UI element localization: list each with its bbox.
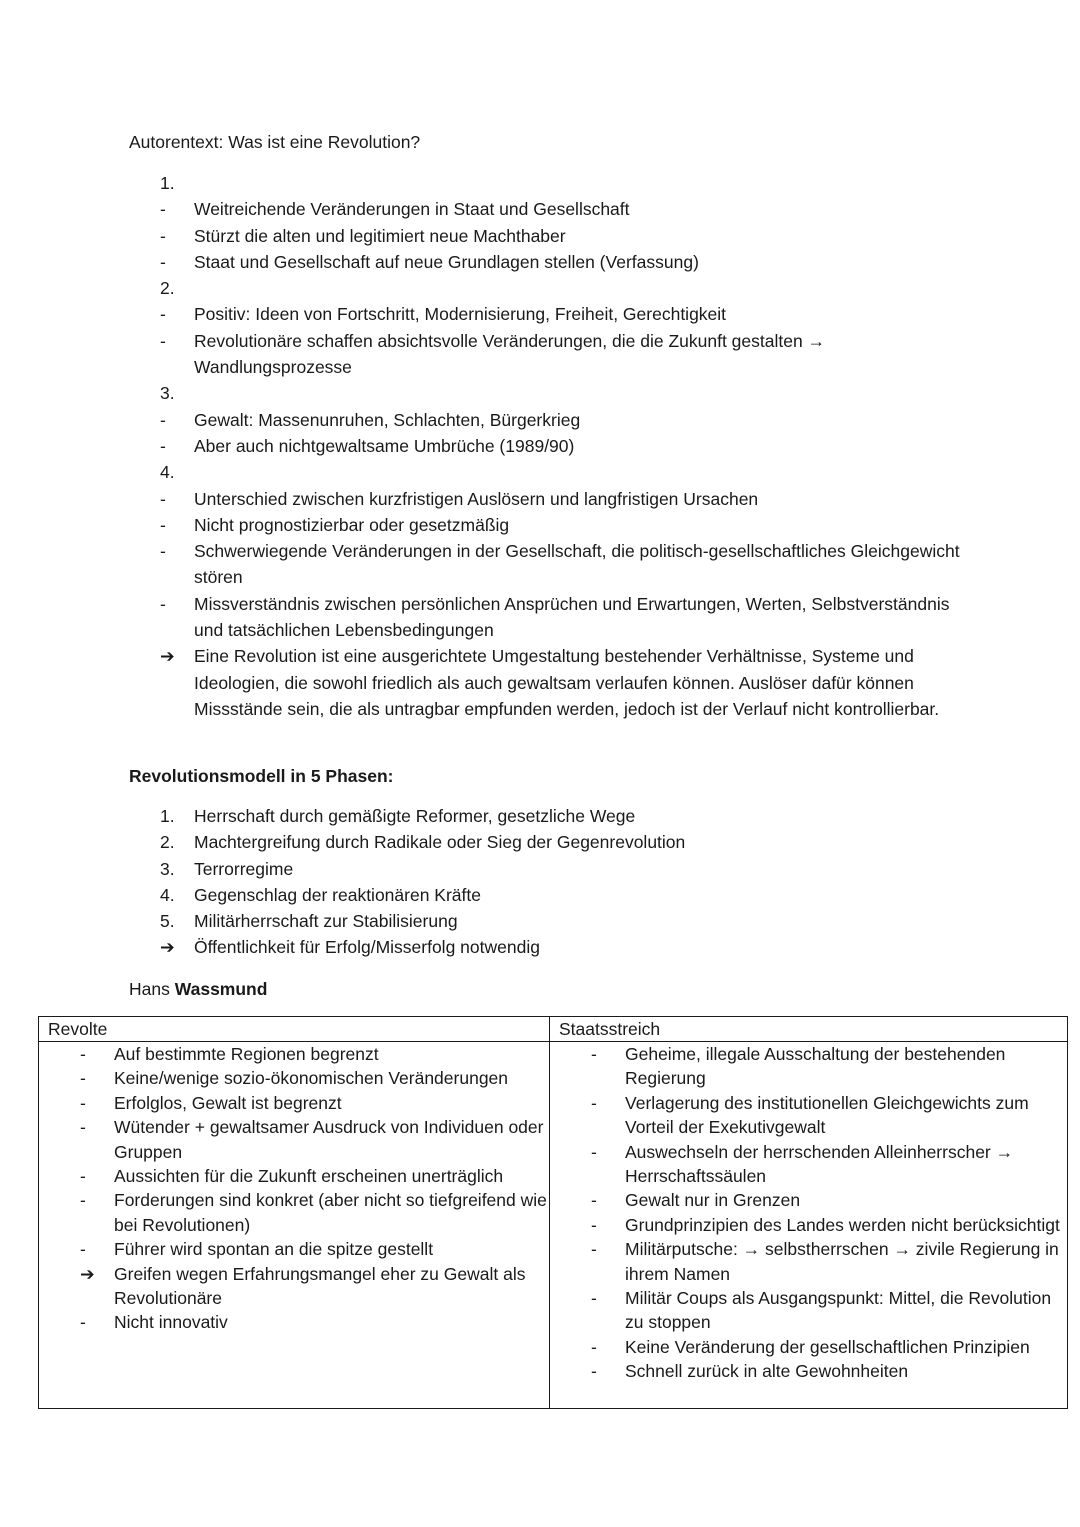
list-item <box>160 829 980 855</box>
list-text: Herrschaft durch gemäßigte Reformer, gesetzliche Wege <box>194 806 636 826</box>
list-text: Militärherrschaft zur Stabilisierung <box>194 911 458 932</box>
list-item <box>39 1237 549 1261</box>
list-text: Gegenschlag der reaktionären Kräfte <box>194 884 481 905</box>
list-marker: - <box>80 1190 86 1211</box>
list-marker: - <box>591 1092 597 1113</box>
list-marker: 4. <box>160 884 175 905</box>
list-marker: - <box>160 225 166 246</box>
list-item <box>550 1042 1067 1091</box>
list-text: Aussichten für die Zukunft erscheinen unerträglich <box>114 1166 504 1187</box>
comparison-table <box>38 1016 1068 1409</box>
list-item <box>160 908 980 934</box>
list-text: Keine Veränderung der gesellschaftlichen Prinzipien <box>625 1336 1030 1357</box>
section-heading: Autorentext: Was ist eine Revolution? <box>129 132 421 152</box>
list-marker: - <box>160 435 166 456</box>
list-text: Verlagerung des institutionellen Gleichgewichts zum Vorteil der Exekutivgewalt <box>625 1092 1029 1138</box>
list-marker: 5. <box>160 911 175 932</box>
list-item <box>39 1091 549 1115</box>
list-item <box>160 275 980 301</box>
list-marker: 1. <box>160 173 175 193</box>
list-item <box>39 1042 549 1066</box>
table-row <box>39 1042 1068 1409</box>
list-marker: - <box>80 1166 86 1187</box>
list-text: Wütender + gewaltsamer Ausdruck von Individuen oder Gruppen <box>114 1117 544 1162</box>
list-item <box>160 170 980 196</box>
list-text: Revolutionäre schaffen absichtsvolle Veränderungen, die die Zukunft gestalten → Wandlungsprozesse <box>194 330 826 378</box>
list-text: Führer wird spontan an die spitze gestellt <box>114 1239 434 1260</box>
list-item <box>160 934 980 960</box>
list-text: Militär Coups als Ausgangspunkt: Mittel, die Revolution zu stoppen <box>625 1288 1052 1333</box>
list-text: Nicht prognostizierbar oder gesetzmäßig <box>194 514 510 535</box>
list-item <box>160 433 980 459</box>
list-item <box>160 196 980 222</box>
list-item <box>160 223 980 249</box>
list-marker: - <box>591 1336 597 1357</box>
list-marker: - <box>591 1239 597 1260</box>
list-item <box>39 1115 549 1164</box>
list-item <box>39 1066 549 1090</box>
list-item <box>160 512 980 538</box>
list-text: Terrorregime <box>194 858 294 879</box>
list-text: Aber auch nichtgewaltsame Umbrüche (1989/90) <box>194 435 575 456</box>
arrow-icon: ➔ <box>80 1263 95 1284</box>
list-item <box>550 1213 1067 1237</box>
list-item <box>550 1359 1067 1383</box>
list-text: Auswechseln der herrschenden Alleinherrscher → Herrschaftssäulen <box>625 1141 1014 1187</box>
list-text: Geheime, illegale Ausschaltung der bestehenden Regierung <box>625 1044 1006 1089</box>
list-item <box>160 407 980 433</box>
list-item <box>160 301 980 327</box>
list-item <box>550 1335 1067 1359</box>
author-line <box>129 977 267 1001</box>
author-last-name: Wassmund <box>174 979 268 999</box>
list-marker: 4. <box>160 462 175 483</box>
list-text: Staat und Gesellschaft auf neue Grundlagen stellen (Verfassung) <box>194 251 699 272</box>
list-marker: - <box>591 1214 597 1235</box>
list-text: Öffentlichkeit für Erfolg/Misserfolg notwendig <box>194 937 540 958</box>
list-item <box>550 1091 1067 1140</box>
list-marker: - <box>80 1239 86 1260</box>
author-first-name: Hans <box>129 979 170 999</box>
list-text: Auf bestimmte Regionen begrenzt <box>114 1044 379 1064</box>
list-text: Positiv: Ideen von Fortschritt, Modernisierung, Freiheit, Gerechtigkeit <box>194 304 727 325</box>
list-item <box>160 328 980 381</box>
list-marker: - <box>80 1117 86 1138</box>
list-item <box>160 882 980 908</box>
list-marker: - <box>160 541 166 562</box>
list-marker: - <box>160 251 166 272</box>
arrow-icon: ➔ <box>160 646 175 667</box>
list-text: Erfolglos, Gewalt ist begrenzt <box>114 1092 342 1113</box>
list-item <box>39 1310 549 1334</box>
list-item <box>550 1286 1067 1335</box>
list-text: Missverständnis zwischen persönlichen Ansprüchen und Erwartungen, Werten, Selbstverständnis und tatsächlichen Lebensbedingungen <box>194 593 950 641</box>
list-item <box>39 1262 549 1311</box>
table-header-row <box>39 1017 1068 1042</box>
list-marker: - <box>160 593 166 614</box>
list-text: Eine Revolution ist eine ausgerichtete Umgestaltung bestehender Verhältnisse, Systeme und Ideologien, die sowohl friedlich als auch gewaltsam verlaufen können. Auslöser dafür können Missstände sein, die als untragbar empfunden werden, jedoch ist der Verlauf nicht kontrollierbar. <box>194 646 940 719</box>
list-marker: - <box>160 304 166 325</box>
revolte-header: Revolte <box>39 1017 550 1042</box>
list-marker: 2. <box>160 278 175 299</box>
list-item <box>550 1140 1067 1189</box>
model-phase-list <box>160 803 980 961</box>
list-marker: - <box>160 488 166 509</box>
list-text: Nicht innovativ <box>114 1312 228 1333</box>
list-item <box>160 380 980 406</box>
list-marker: - <box>80 1068 86 1089</box>
list-item <box>160 803 980 829</box>
list-marker: - <box>80 1312 86 1333</box>
list-marker: - <box>591 1044 597 1064</box>
list-marker: - <box>160 514 166 535</box>
list-item <box>160 856 980 882</box>
list-marker: - <box>80 1092 86 1113</box>
list-marker: - <box>160 409 166 430</box>
list-marker: 3. <box>160 858 175 879</box>
list-marker: - <box>160 330 166 351</box>
staatsstreich-header: Staatsstreich <box>550 1017 1068 1042</box>
revolte-cell <box>39 1042 550 1409</box>
list-item <box>160 459 980 485</box>
list-marker: 2. <box>160 832 175 853</box>
list-text <box>194 170 980 196</box>
list-marker: - <box>80 1044 86 1064</box>
revolution-notes-list <box>160 170 980 722</box>
list-item <box>550 1237 1067 1286</box>
list-text: Machtergreifung durch Radikale oder Sieg der Gegenrevolution <box>194 832 686 853</box>
list-item <box>160 538 980 591</box>
list-item <box>39 1164 549 1188</box>
list-item <box>550 1188 1067 1212</box>
list-text: Unterschied zwischen kurzfristigen Auslösern und langfristigen Ursachen <box>194 488 759 509</box>
list-item <box>160 486 980 512</box>
list-text: Gewalt nur in Grenzen <box>625 1190 801 1211</box>
list-text: Schnell zurück in alte Gewohnheiten <box>625 1361 909 1382</box>
staatsstreich-cell <box>550 1042 1068 1409</box>
list-text: Greifen wegen Erfahrungsmangel eher zu Gewalt als Revolutionäre <box>114 1263 526 1309</box>
list-item <box>160 249 980 275</box>
list-text: Gewalt: Massenunruhen, Schlachten, Bürgerkrieg <box>194 409 581 430</box>
model-heading: Revolutionsmodell in 5 Phasen: <box>129 766 394 786</box>
arrow-icon: ➔ <box>160 937 175 958</box>
list-text: Militärputsche: → selbstherrschen → zivile Regierung in ihrem Namen <box>625 1239 1059 1284</box>
list-text: Keine/wenige sozio-ökonomischen Veränderungen <box>114 1068 509 1089</box>
list-marker: - <box>591 1288 597 1309</box>
list-marker: - <box>591 1361 597 1382</box>
list-text: Forderungen sind konkret (aber nicht so tiefgreifend wie bei Revolutionen) <box>114 1190 547 1235</box>
list-text: Stürzt die alten und legitimiert neue Machthaber <box>194 225 566 246</box>
list-text <box>194 275 980 301</box>
list-item <box>160 591 980 644</box>
list-marker: 1. <box>160 806 175 826</box>
list-text <box>194 380 980 406</box>
list-marker: 3. <box>160 383 175 404</box>
list-marker: - <box>591 1190 597 1211</box>
list-item <box>160 643 980 722</box>
list-text: Grundprinzipien des Landes werden nicht berücksichtigt <box>625 1214 1060 1235</box>
list-marker: - <box>591 1141 597 1162</box>
list-marker: - <box>160 199 166 220</box>
list-text: Weitreichende Veränderungen in Staat und Gesellschaft <box>194 199 630 220</box>
list-text: Schwerwiegende Veränderungen in der Gesellschaft, die politisch-gesellschaftliches Gleichgewicht stören <box>194 541 960 588</box>
list-item <box>39 1188 549 1237</box>
list-text <box>194 459 980 485</box>
